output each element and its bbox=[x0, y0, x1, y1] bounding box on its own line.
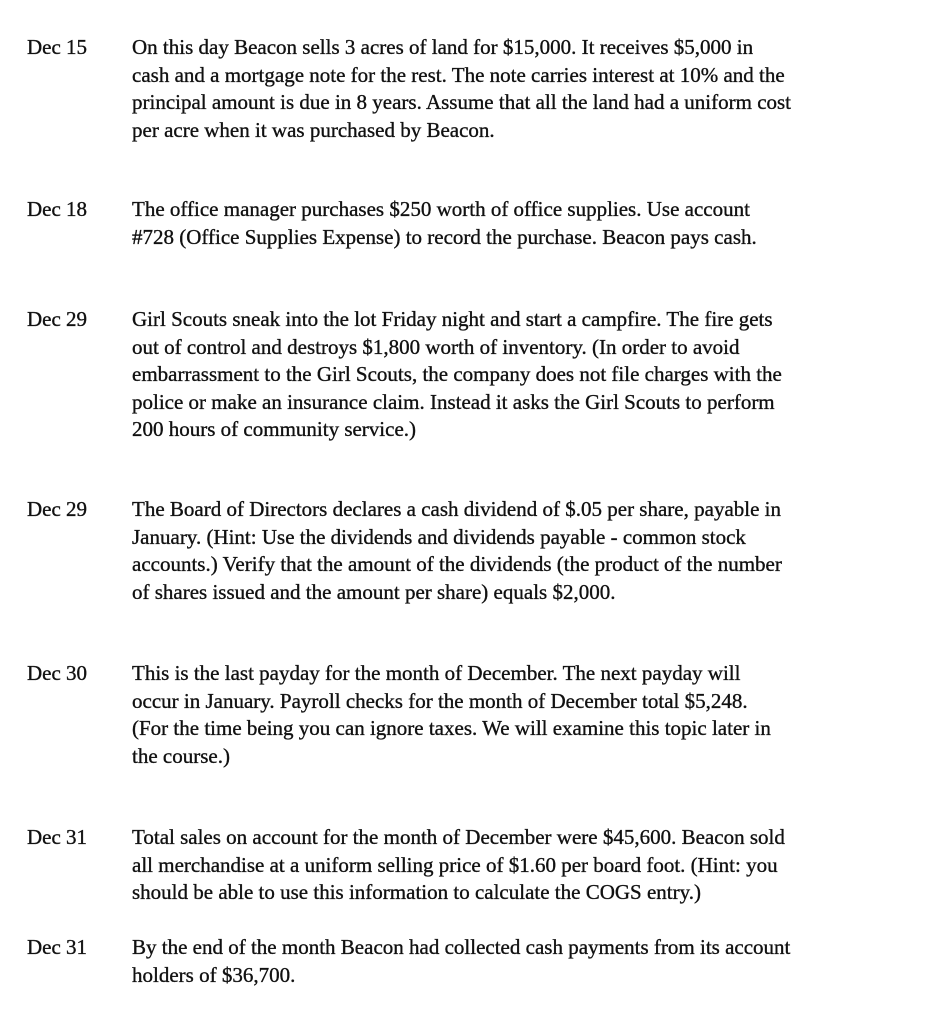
entry-date: Dec 29 bbox=[27, 497, 88, 521]
description-line: embarrassment to the Girl Scouts, the company does not file charges with the bbox=[132, 362, 782, 386]
entry-date: Dec 31 bbox=[27, 935, 88, 959]
description-line: On this day Beacon sells 3 acres of land for $15,000. It receives $5,000 in bbox=[132, 35, 754, 59]
description-line: January. (Hint: Use the dividends and dividends payable - common stock bbox=[132, 524, 746, 549]
entry-date: Dec 30 bbox=[27, 661, 88, 685]
entry-description bbox=[132, 660, 892, 770]
entry-description bbox=[132, 34, 892, 144]
description-line: holders of $36,700. bbox=[132, 962, 296, 987]
description-line: out of control and destroys $1,800 worth of inventory. (In order to avoid bbox=[132, 334, 740, 359]
description-line: principal amount is due in 8 years. Assume that all the land had a uniform cost bbox=[132, 90, 792, 114]
description-line: accounts.) Verify that the amount of the dividends (the product of the number bbox=[132, 552, 782, 576]
description-line: #728 (Office Supplies Expense) to record the purchase. Beacon pays cash. bbox=[132, 224, 757, 249]
description-line: the course.) bbox=[132, 743, 230, 768]
description-line: The Board of Directors declares a cash dividend of $.05 per share, payable in bbox=[132, 497, 782, 521]
description-line: should be able to use this information to calculate the COGS entry.) bbox=[132, 880, 702, 904]
description-line: cash and a mortgage note for the rest. The note carries interest at 10% and the bbox=[132, 62, 785, 87]
description-line: By the end of the month Beacon had collected cash payments from its account bbox=[132, 935, 791, 959]
description-line: of shares issued and the amount per share) equals $2,000. bbox=[132, 579, 616, 604]
entry-description bbox=[132, 196, 892, 251]
description-line: police or make an insurance claim. Instead it asks the Girl Scouts to perform bbox=[132, 389, 775, 414]
entry-description bbox=[132, 824, 892, 907]
description-line: (For the time being you can ignore taxes. We will examine this topic later in bbox=[132, 716, 771, 740]
description-line: occur in January. Payroll checks for the month of December total $5,248. bbox=[132, 688, 748, 713]
description-line: Girl Scouts sneak into the lot Friday night and start a campfire. The fire gets bbox=[132, 307, 773, 331]
entry-description bbox=[132, 496, 892, 606]
description-line: This is the last payday for the month of December. The next payday will bbox=[132, 661, 741, 685]
description-line: per acre when it was purchased by Beacon. bbox=[132, 117, 495, 142]
description-line: Total sales on account for the month of December were $45,600. Beacon sold bbox=[132, 825, 785, 849]
entry-date: Dec 18 bbox=[27, 197, 88, 221]
description-line: 200 hours of community service.) bbox=[132, 417, 417, 441]
description-line: The office manager purchases $250 worth of office supplies. Use account bbox=[132, 197, 750, 221]
entry-date: Dec 31 bbox=[27, 825, 88, 849]
description-line: all merchandise at a uniform selling price of $1.60 per board foot. (Hint: you bbox=[132, 852, 778, 877]
entry-description bbox=[132, 934, 892, 989]
entry-date: Dec 29 bbox=[27, 307, 88, 331]
entry-description bbox=[132, 306, 892, 444]
entry-date: Dec 15 bbox=[27, 35, 88, 59]
